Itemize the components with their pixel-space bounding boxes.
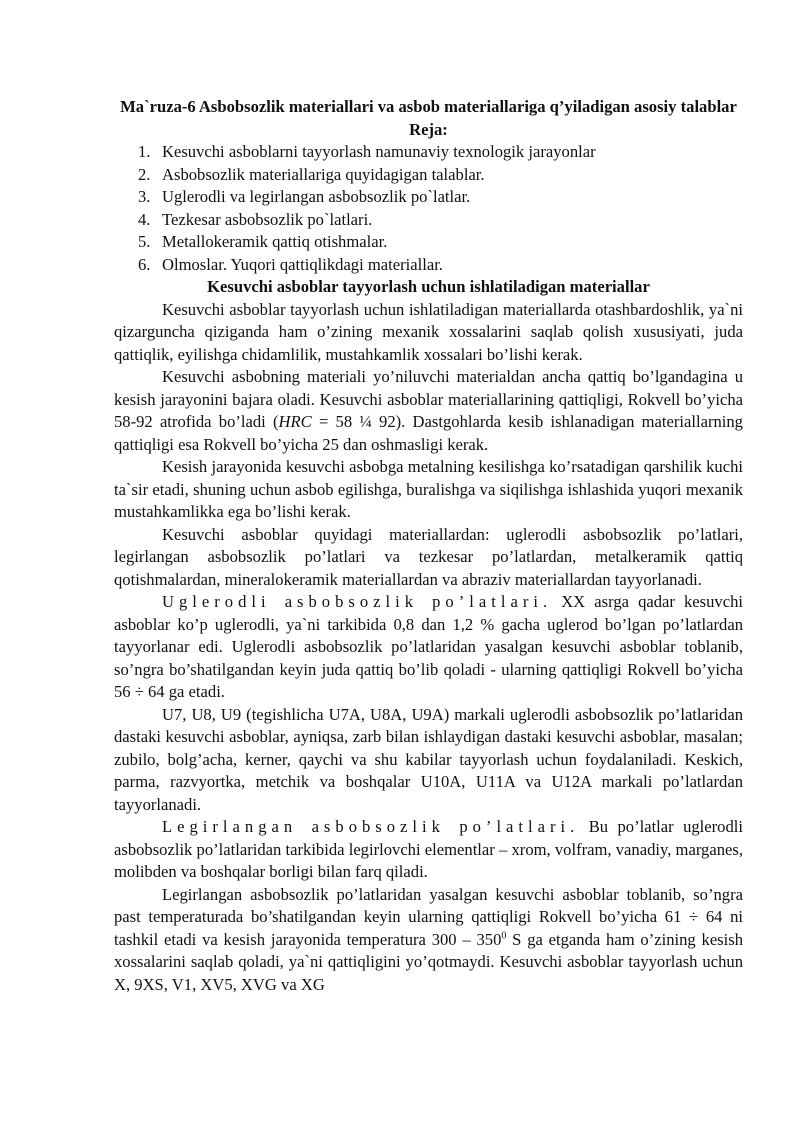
plan-item-text: Uglerodli va legirlangan asbobsozlik po`latlar. [162, 187, 471, 206]
plan-item-number: 2. [138, 164, 151, 184]
plan-list [114, 141, 743, 276]
plan-heading: Reja: [409, 119, 448, 139]
plan-item-text: Tezkesar asbobsozlik po`latlari. [162, 209, 373, 229]
page-title: Ma`ruza-6 Asbobsozlik materiallari va asbob materiallariga q’yiladigan asosiy talablar [120, 97, 737, 116]
plan-item [138, 141, 743, 164]
paragraph: Kesuvchi asboblar quyidagi materiallardan: uglerodli asbobsozlik po’latlari, legirlangan asbobsozlik po’latlari va tezkesar po’latlardan, metalkeramik qattiq qotishmalardan, mineralokeramik materiallardan va abraziv materiallardan tayyorlanadi. [114, 524, 743, 589]
spaced-lead-text: Legirlangan asbobsozlik po’latlari. [162, 817, 580, 836]
plan-item-number: 3. [138, 187, 151, 206]
paragraph-text: Kesuvchi asbobning materiali yo’niluvchi materialdan ancha qattiq bo’lgandagina u kesish jarayonini bajara oladi. Kesuvchi asboblar materiallarining qattiqligi, Rokvell bo’yicha 58-92 atrofida bo’ladi ( [114, 367, 743, 431]
spaced-lead-text: Uglerodli asbobsozlik po’latlari. [162, 592, 553, 611]
plan-item [138, 254, 743, 277]
plan-item-number: 6. [138, 254, 151, 274]
plan-item [138, 164, 743, 187]
plan-item-text: Asbobsozlik materiallariga quyidagigan talablar. [162, 164, 485, 184]
paragraph: U7, U8, U9 (tegishlicha U7A, U8A, U9A) markali uglerodli asbobsozlik po’latlaridan dastaki kesuvchi asboblar, ayniqsa, zarb bilan ishlaydigan dastaki kesuvchi asboblar, masalan; zubilo, bolg’acha, kerner, qaychi va shu kabilar tayyorlash uchun foydalaniladi. Keskich, parma, razvyortka, metchik va boshqalar U10A, U11A va U12A markali po’latlardan tayyorlanadi. [114, 704, 743, 814]
plan-item [138, 209, 743, 232]
paragraph-text: S ga etganda ham o’zining kesish xossalarini saqlab qoladi, ya`ni qattiqligini yo’qotmaydi. Kesuvchi asboblar tayyorlash uchun X, 9XS, V1, XV5, XVG va XG [114, 929, 744, 994]
plan-item [138, 186, 743, 209]
plan-item-text: Olmoslar. Yuqori qattiqlikdagi materiallar. [162, 254, 443, 274]
section-heading: Kesuvchi asboblar tayyorlash uchun ishlatiladigan materiallar [207, 277, 650, 296]
plan-item-number: 5. [138, 232, 151, 251]
hrc-symbol: HRC [278, 412, 312, 431]
paragraph [114, 884, 743, 997]
paragraph [114, 591, 743, 704]
paragraph-text: XX asrga qadar kesuvchi asboblar ko’p uglerodli, ya`ni tarkibida 0,8 dan 1,2 % gacha uglerod bo’lgan po’latlardan tayyorlanar edi. Uglerodli asbobsozlik po’latlaridan yasalgan kesuvchi asboblar toblanib, so’ngra bo’shatilgandan keyin juda qattiq bo’lib qoladi - ularning qattiqligi Rokvell bo’yicha 56 ÷ 64 ga etadi. [114, 592, 743, 701]
plan-item-number: 1. [138, 142, 151, 161]
paragraph [114, 816, 743, 884]
plan-item-number: 4. [138, 209, 151, 229]
paragraph-text: Bu po’latlar uglerodli asbobsozlik po’latlaridan tarkibida legirlovchi elementlar – xrom, volfram, vanadiy, marganes, molibden va boshqalar borligi bilan farq qiladi. [114, 817, 743, 881]
paragraph-text: = 58 ¼ 92). Dastgohlarda kesib ishlanadigan materiallarning qattiqligi esa Rokvell bo’yicha 25 dan oshmasligi kerak. [114, 412, 743, 454]
document-page [114, 96, 743, 996]
paragraph: Kesish jarayonida kesuvchi asbobga metalning kesilishga ko’rsatadigan qarshilik kuchi ta`sir etadi, shuning uchun asbob egilishga, buralishga va siqilishga ishlashida yuqori mexanik mustahkamlikka ega bo’lishi kerak. [114, 457, 743, 521]
paragraph [114, 366, 743, 456]
paragraph-text: Legirlangan asbobsozlik po’latlaridan yasalgan kesuvchi asboblar toblanib, so’ngra past temperaturada bo’shatilgandan keyin ularning qattiqligi Rokvell bo’yicha 61 ÷ 64 ni tashkil etadi va kesish jarayonida temperatura 300 – 350 [114, 884, 743, 949]
plan-item [138, 231, 743, 254]
plan-item-text: Kesuvchi asboblarni tayyorlash namunaviy texnologik jarayonlar [162, 142, 596, 161]
degree-superscript: 0 [501, 929, 507, 941]
paragraph: Kesuvchi asboblar tayyorlash uchun ishlatiladigan materiallarda otashbardoshlik, ya`ni qizarguncha qiziganda ham o’zining mexanik xossalarini saqlab qolish xususiyati, juda qattiqlik, eyilishga chidamlilik, mustahkamlik xossalari bo’lishi kerak. [114, 299, 743, 364]
plan-item-text: Metallokeramik qattiq otishmalar. [162, 232, 388, 251]
